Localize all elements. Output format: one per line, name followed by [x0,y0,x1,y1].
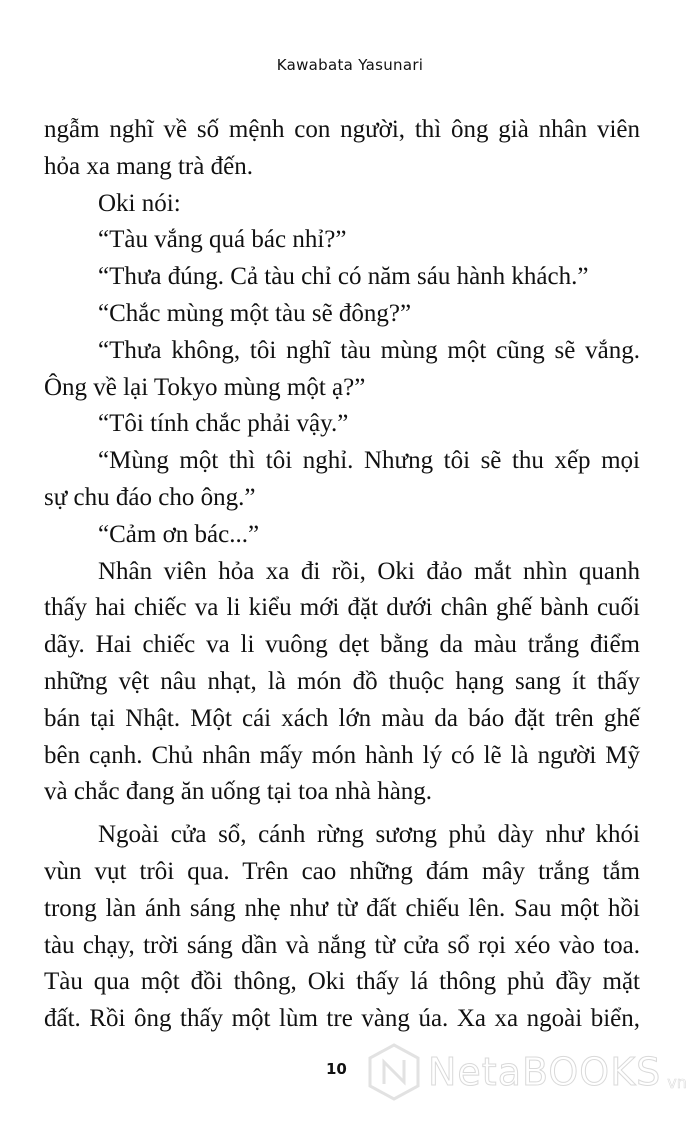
text-line: “Mùng một thì tôi nghỉ. Nhưng tôi sẽ thu xếp mọi [98,447,640,475]
running-header: Kawabata Yasunari [276,56,424,74]
text-line: Nhân viên hỏa xa đi rồi, Oki đảo mắt nhìn quanh [98,557,640,585]
text-line: “Cảm ơn bác...” [98,520,260,548]
text-line: hỏa xa mang trà đến. [44,152,253,180]
text-line: đất. Rồi ông thấy một lùm tre vàng úa. Xa xa ngoài biển, [44,1005,640,1033]
text-line: ngẫm nghĩ về số mệnh con người, thì ông già nhân viên [44,116,640,143]
text-line: sự chu đáo cho ông.” [44,483,256,511]
text-line: bên cạnh. Chủ nhân mấy món hành lý có lẽ là người Mỹ [44,741,640,769]
page-body-text [44,112,640,1038]
text-line: “Thưa đúng. Cả tàu chỉ có năm sáu hành khách.” [98,263,589,291]
text-line: “Thưa không, tôi nghĩ tàu mùng một cũng sẽ vắng. [98,336,640,364]
watermark-brand: NetaBOOKS [428,1050,662,1094]
text-line: thấy hai chiếc va li kiểu mới đặt dưới chân ghế bành cuối [44,594,640,622]
text-line: và chắc đang ăn uống tại toa nhà hàng. [44,778,433,806]
watermark-logo [366,1042,687,1102]
text-line: dãy. Hai chiếc va li vuông dẹt bằng da màu trắng điểm [44,631,640,659]
text-line: Ông về lại Tokyo mùng một ạ?” [44,373,366,401]
text-line: “Tàu vắng quá bác nhỉ?” [98,226,347,254]
hexagon-logo-icon [366,1042,422,1102]
page-number: 10 [326,1060,347,1078]
text-line: vùn vụt trôi qua. Trên cao những đám mây trắng tắm [44,857,640,885]
text-line: những vệt nâu nhạt, là món đồ thuộc hạng sang ít thấy [44,667,640,695]
text-line: tàu chạy, trời sáng dần và nắng từ cửa sổ rọi xéo vào toa. [44,931,640,959]
text-line: “Tôi tính chắc phải vậy.” [98,410,349,438]
text-line: trong làn ánh sáng nhẹ như từ đất chiếu lên. Sau một hồi [44,894,640,922]
text-line: “Chắc mùng một tàu sẽ đông?” [98,299,412,327]
text-line: Ngoài cửa sổ, cánh rừng sương phủ dày như khói [98,821,640,849]
text-line: Oki nói: [98,189,181,217]
text-line: Tàu qua một đồi thông, Oki thấy lá thông phủ đầy mặt [44,968,640,996]
watermark-suffix: vn [667,1073,687,1092]
text-line: bán tại Nhật. Một cái xách lớn màu da báo đặt trên ghế [44,704,640,732]
